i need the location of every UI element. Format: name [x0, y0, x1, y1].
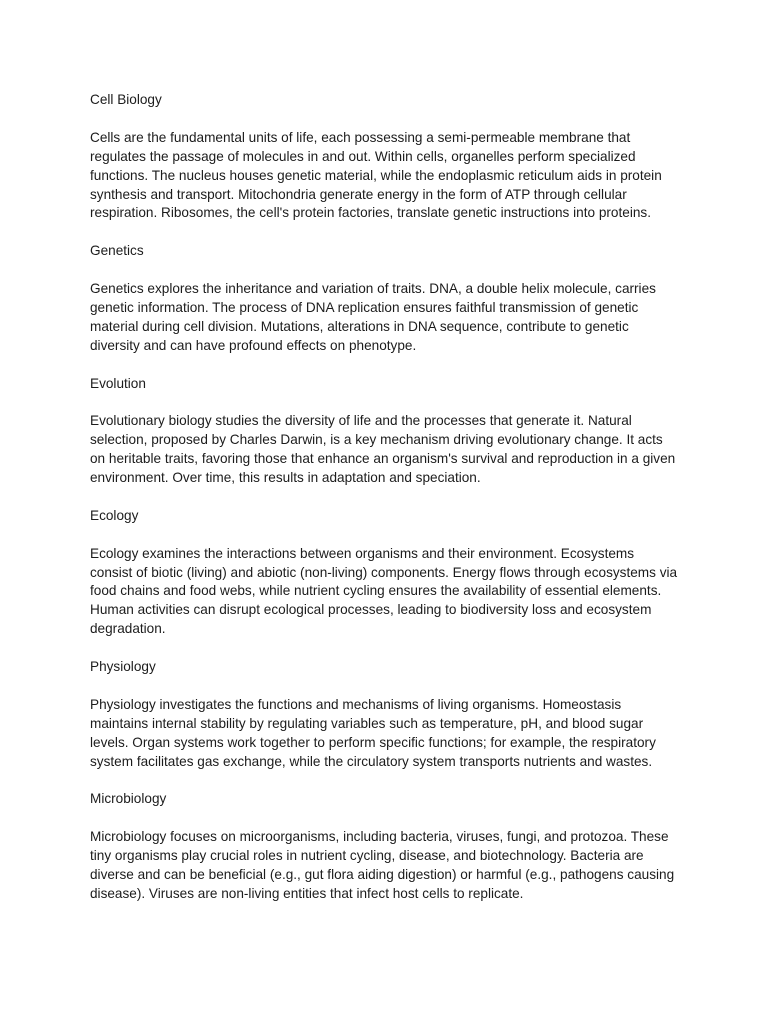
- section-microbiology: [90, 790, 680, 903]
- section-paragraph: Cells are the fundamental units of life, each possessing a semi-permeable membrane that regulates the passage of molecules in and out. Within cells, organelles perform specialized functions. The nucleus houses genetic material, while the endoplasmic reticulum aids in protein synthesis and transport. Mitochondria generate energy in the form of ATP through cellular respiration. Ribosomes, the cell's protein factories, translate genetic instructions into proteins.: [90, 129, 662, 221]
- section-heading: Evolution: [90, 375, 146, 391]
- section-physiology: [90, 658, 680, 771]
- section-heading: Genetics: [90, 243, 144, 259]
- section-heading: Physiology: [90, 659, 156, 675]
- section-paragraph: Ecology examines the interactions between organisms and their environment. Ecosystems consist of biotic (living) and abiotic (non-living) components. Energy flows through ecosystems via food chains and food webs, while nutrient cycling ensures the availability of essential elements. Human activities can disrupt ecological processes, leading to biodiversity loss and ecosystem degradation.: [90, 545, 678, 637]
- section-evolution: [90, 375, 680, 488]
- section-cell-biology: [90, 91, 680, 223]
- section-heading: Cell Biology: [90, 92, 162, 107]
- section-paragraph: Physiology investigates the functions and mechanisms of living organisms. Homeostasis maintains internal stability by regulating variables such as temperature, pH, and blood sugar levels. Organ systems work together to perform specific functions; for example, the respiratory system facilitates gas exchange, while the circulatory system transports nutrients and wastes.: [90, 696, 656, 769]
- section-paragraph: Genetics explores the inheritance and variation of traits. DNA, a double helix molecule, carries genetic information. The process of DNA replication ensures faithful transmission of genetic material during cell division. Mutations, alterations in DNA sequence, contribute to genetic diversity and can have profound effects on phenotype.: [90, 281, 656, 353]
- section-paragraph: Evolutionary biology studies the diversity of life and the processes that generate it. Natural selection, proposed by Charles Darwin, is a key mechanism driving evolutionary change. It acts on heritable traits, favoring those that enhance an organism's survival and reproduction in a given environment. Over time, this results in adaptation and speciation.: [90, 413, 676, 486]
- section-heading: Ecology: [90, 507, 139, 523]
- document-page: [90, 91, 680, 923]
- section-paragraph: Microbiology focuses on microorganisms, including bacteria, viruses, fungi, and protozoa. These tiny organisms play crucial roles in nutrient cycling, disease, and biotechnology. Bacteria are diverse and can be beneficial (e.g., gut flora aiding digestion) or harmful (e.g., pathogens causing disease). Viruses are non-living entities that infect host cells to replicate.: [90, 829, 675, 901]
- section-ecology: [90, 507, 680, 639]
- section-heading: Microbiology: [90, 791, 167, 807]
- section-genetics: [90, 242, 680, 355]
